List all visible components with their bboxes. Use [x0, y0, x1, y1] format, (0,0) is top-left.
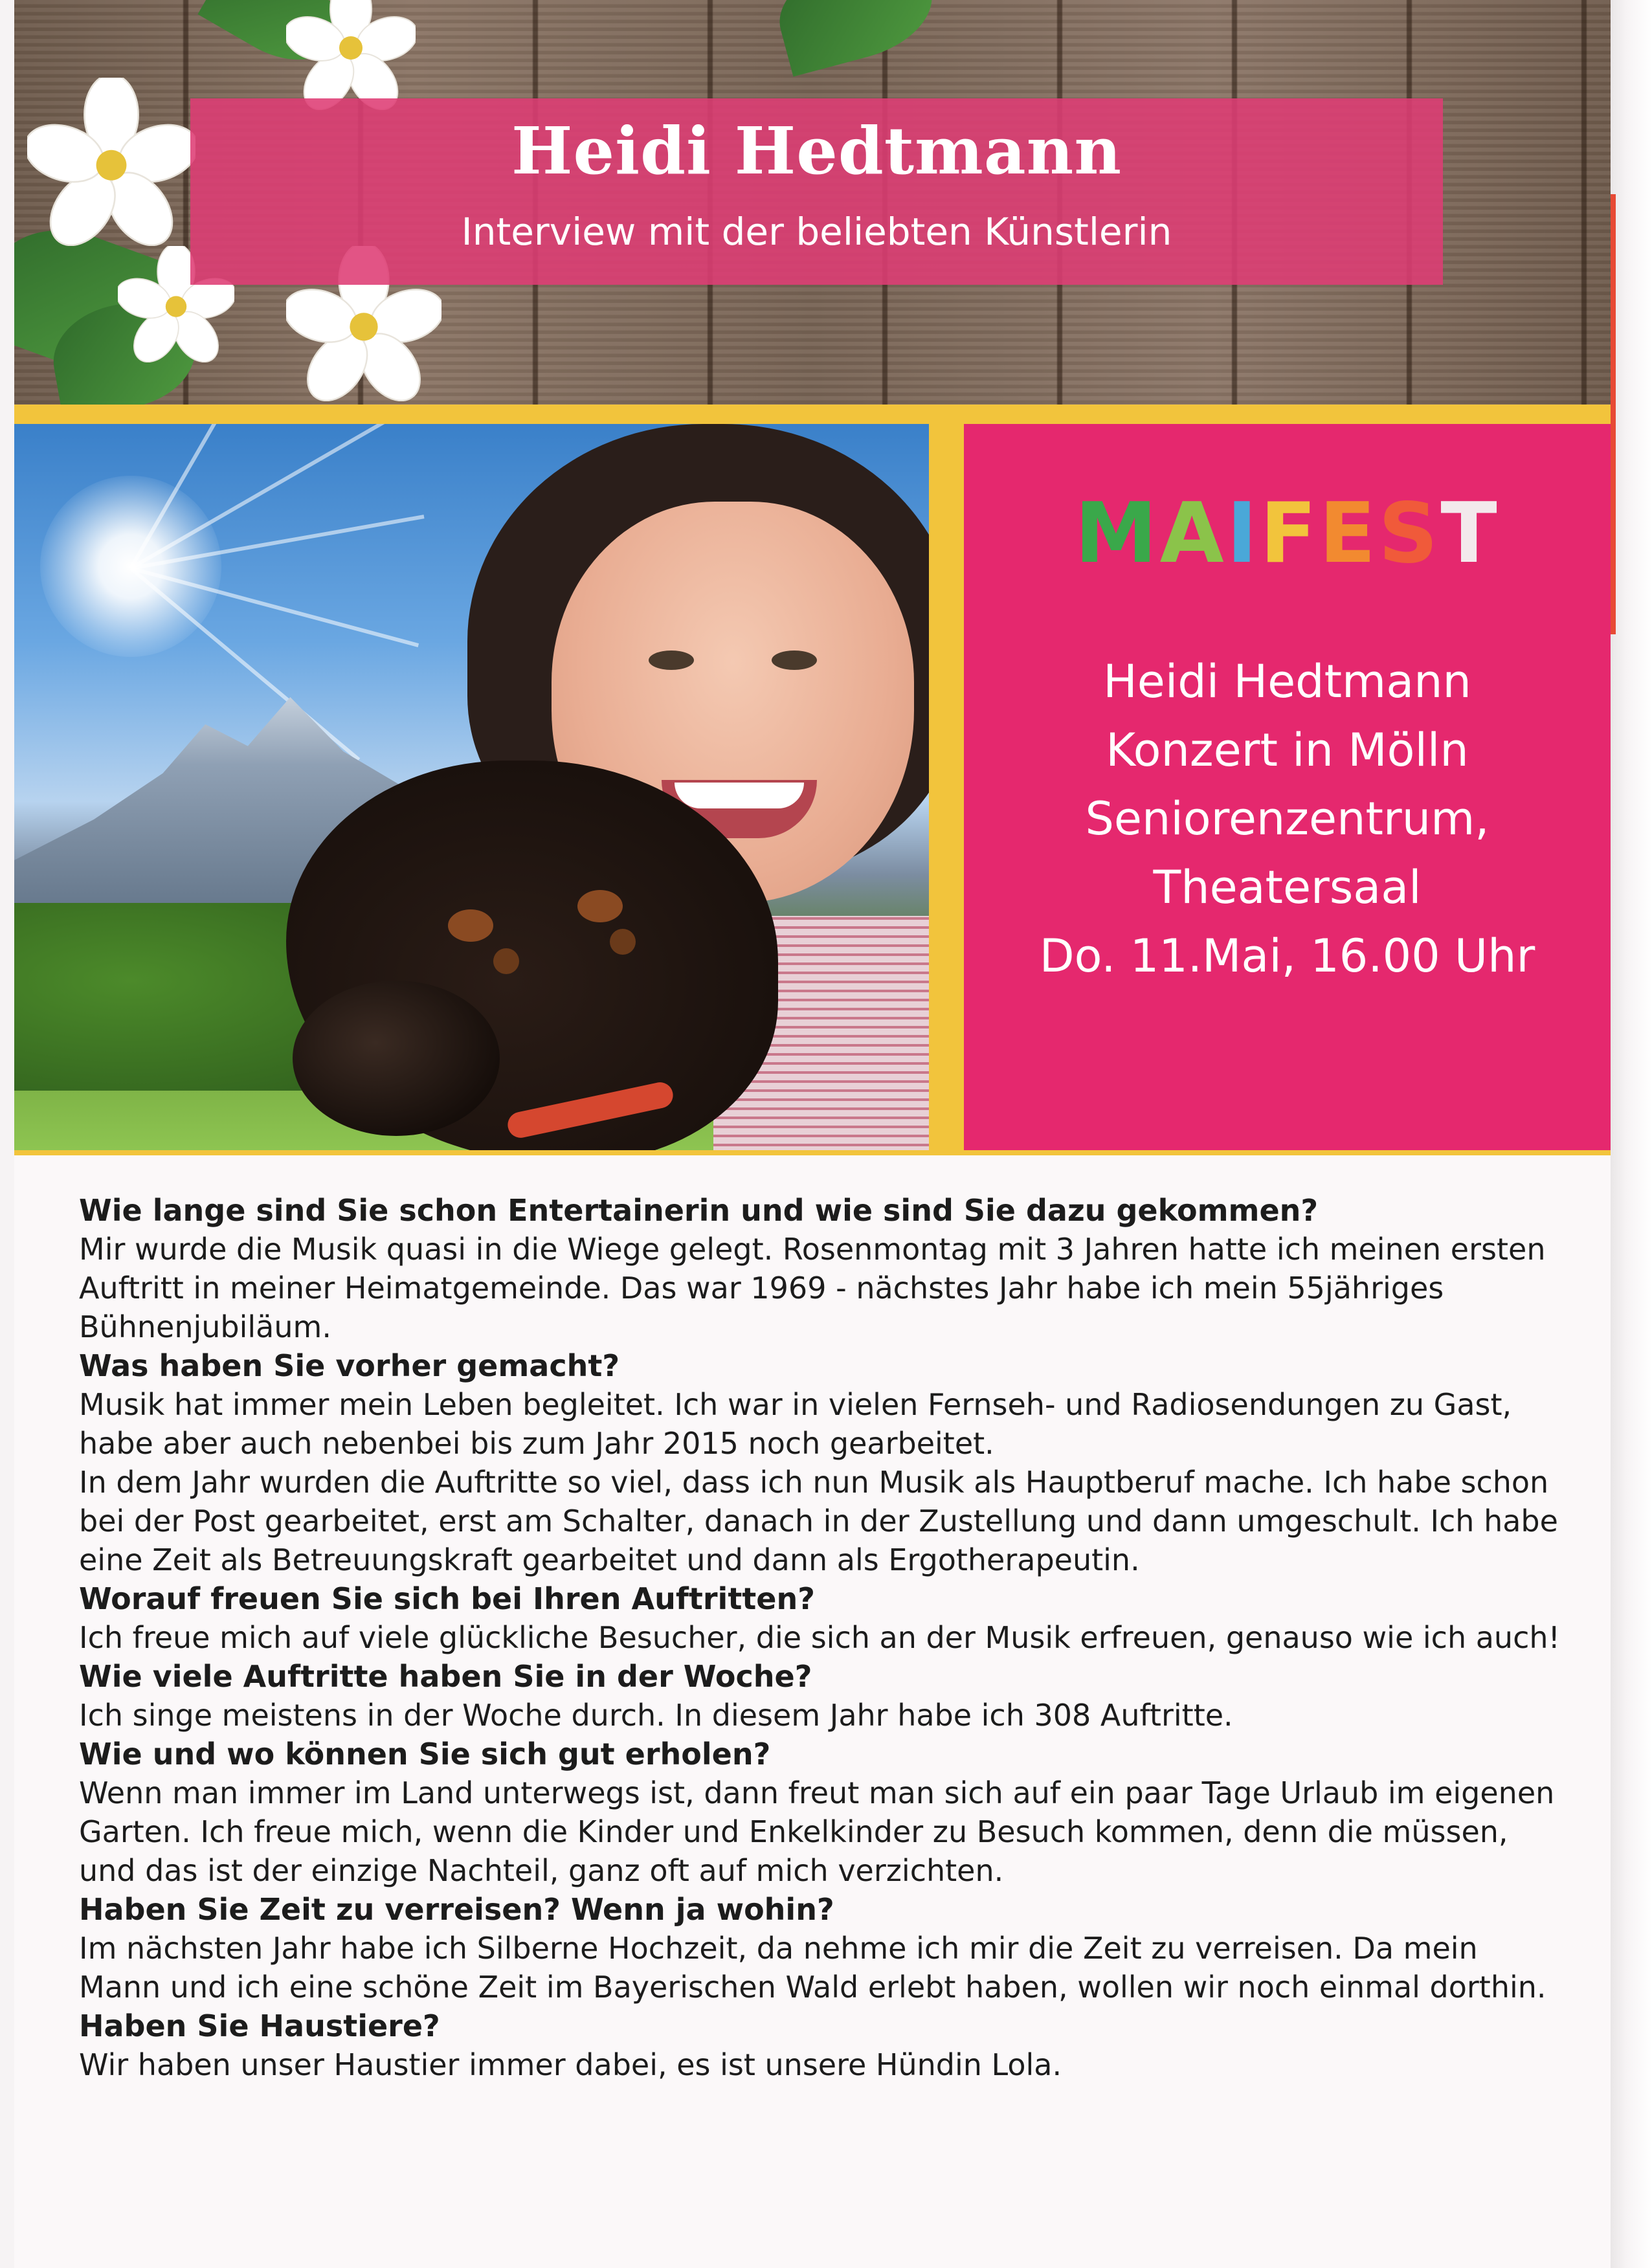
- interview-answer-line: In dem Jahr wurden die Auftritte so viel, dass ich nun Musik als Hauptberuf mache. Ich habe schon: [79, 1465, 1549, 1500]
- interview-answer-line: Wenn man immer im Land unterwegs ist, dann freut man sich auf ein paar Tage Urlaub im eigenen: [79, 1775, 1555, 1810]
- interview-answer-line: habe aber auch nebenbei bis zum Jahr 2015 noch gearbeitet.: [79, 1426, 994, 1461]
- interview-item: [79, 1191, 1594, 1346]
- event-location: Konzert in Mölln: [1106, 724, 1469, 777]
- interview-answer-line: Ich freue mich auf viele glückliche Besucher, die sich an der Musik erfreuen, genauso wie ich auch!: [79, 1620, 1560, 1655]
- maifest-letter: F: [1260, 485, 1319, 582]
- maifest-letter: T: [1440, 485, 1500, 582]
- leaf-decoration: [768, 0, 944, 77]
- event-artist: Heidi Hedtmann: [1103, 655, 1471, 708]
- interview-answer-line: Ich singe meistens in der Woche durch. In diesem Jahr habe ich 308 Auftritte.: [79, 1698, 1233, 1733]
- page-subtitle: Interview mit der beliebten Künstlerin: [461, 210, 1172, 254]
- page-title: Heidi Hedtmann: [511, 113, 1122, 189]
- event-details: [964, 647, 1611, 990]
- interview-answer-line: Musik hat immer mein Leben begleitet. Ich war in vielen Fernseh- und Radiosendungen zu Gast,: [79, 1387, 1512, 1422]
- interview-item: [79, 1890, 1594, 2007]
- interview-answer-line: und das ist der einzige Nachteil, ganz oft auf mich verzichten.: [79, 1853, 1004, 1888]
- interview-answer-line: Mir wurde die Musik quasi in die Wiege gelegt. Rosenmontag mit 3 Jahren hatte ich meinen ersten: [79, 1232, 1546, 1267]
- interview-question: Haben Sie Haustiere?: [79, 2008, 440, 2043]
- magazine-page: [14, 0, 1611, 2268]
- interview-question: Wie und wo können Sie sich gut erholen?: [79, 1737, 771, 1772]
- maifest-heading: [964, 485, 1611, 582]
- interview-question: Haben Sie Zeit zu verreisen? Wenn ja wohin?: [79, 1892, 834, 1927]
- dog-snout: [293, 981, 500, 1136]
- interview-answer-line: Wir haben unser Haustier immer dabei, es ist unsere Hündin Lola.: [79, 2047, 1062, 2082]
- interview-item: [79, 1657, 1594, 1735]
- interview-answer-line: eine Zeit als Betreuungskraft gearbeitet und dann als Ergotherapeutin.: [79, 1542, 1140, 1577]
- interview-item: [79, 1346, 1594, 1579]
- interview-item: [79, 1735, 1594, 1890]
- interview-item: [79, 2007, 1594, 2084]
- event-info-box: [964, 424, 1611, 1150]
- interview-item: [79, 1579, 1594, 1657]
- maifest-letter: I: [1226, 485, 1260, 582]
- interview-question: Was haben Sie vorher gemacht?: [79, 1348, 620, 1383]
- event-date-time: Do. 11.Mai, 16.00 Uhr: [1039, 929, 1535, 983]
- interview-answer-line: Bühnenjubiläum.: [79, 1309, 331, 1344]
- title-box: [190, 98, 1443, 285]
- page-edge: [1611, 0, 1652, 2268]
- interview-text: [79, 1191, 1594, 2084]
- jasmine-flower-icon: [27, 78, 195, 246]
- header-banner: [14, 0, 1611, 405]
- jasmine-flower-icon: [286, 0, 416, 110]
- interview-answer-line: Im nächsten Jahr habe ich Silberne Hochzeit, da nehme ich mir die Zeit zu verreisen. Da mein: [79, 1931, 1478, 1966]
- interview-answer-line: Mann und ich eine schöne Zeit im Bayerischen Wald erlebt haben, wollen wir noch einmal dorthin.: [79, 1970, 1546, 2005]
- interview-answer-line: bei der Post gearbeitet, erst am Schalter, danach in der Zustellung und dann umgeschult. Ich habe: [79, 1504, 1558, 1539]
- event-venue: Seniorenzentrum,: [1085, 792, 1490, 845]
- artist-photo: [14, 424, 929, 1150]
- page-edge-accent: [1611, 194, 1616, 634]
- interview-answer-line: Garten. Ich freue mich, wenn die Kinder und Enkelkinder zu Besuch kommen, denn die müssen,: [79, 1814, 1508, 1849]
- interview-question: Worauf freuen Sie sich bei Ihren Auftritten?: [79, 1581, 815, 1616]
- interview-question: Wie viele Auftritte haben Sie in der Woche?: [79, 1659, 812, 1694]
- interview-answer-line: Auftritt in meiner Heimatgemeinde. Das war 1969 - nächstes Jahr habe ich mein 55jähriges: [79, 1271, 1444, 1306]
- interview-question: Wie lange sind Sie schon Entertainerin und wie sind Sie dazu gekommen?: [79, 1193, 1319, 1228]
- maifest-letter: E: [1319, 485, 1379, 582]
- maifest-letter: M: [1075, 485, 1160, 582]
- maifest-letter: A: [1159, 485, 1227, 582]
- maifest-letter: S: [1378, 485, 1441, 582]
- event-room: Theatersaal: [1153, 861, 1422, 914]
